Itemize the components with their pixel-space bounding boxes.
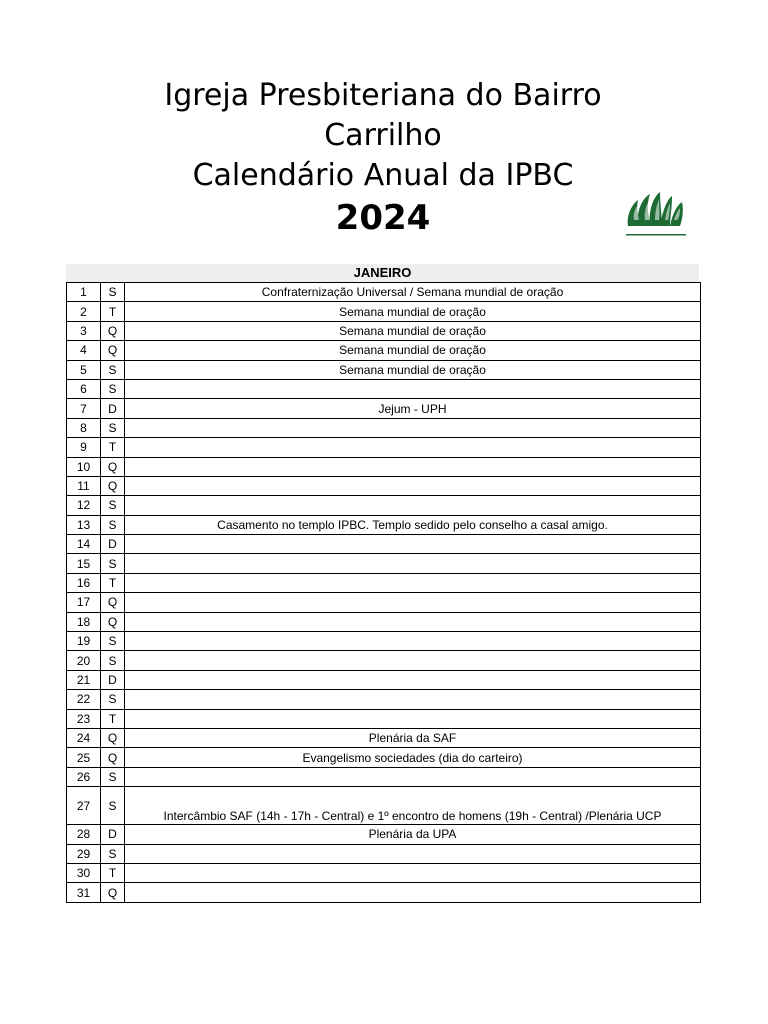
weekday-cell: Q <box>101 341 125 360</box>
event-cell <box>125 418 701 437</box>
month-header: JANEIRO <box>66 264 699 282</box>
table-row <box>67 612 701 631</box>
day-cell: 20 <box>67 651 101 670</box>
weekday-cell: S <box>101 379 125 398</box>
weekday-cell: S <box>101 690 125 709</box>
event-cell <box>125 767 701 786</box>
calendar-body <box>67 283 701 903</box>
day-cell: 26 <box>67 767 101 786</box>
event-cell <box>125 612 701 631</box>
weekday-cell: Q <box>101 476 125 495</box>
day-cell: 13 <box>67 515 101 534</box>
event-cell <box>125 632 701 651</box>
table-row <box>67 554 701 573</box>
day-cell: 14 <box>67 535 101 554</box>
weekday-cell: S <box>101 418 125 437</box>
day-cell: 29 <box>67 844 101 863</box>
day-cell: 7 <box>67 399 101 418</box>
table-row <box>67 863 701 882</box>
day-cell: 19 <box>67 632 101 651</box>
event-cell <box>125 554 701 573</box>
event-cell: Semana mundial de oração <box>125 341 701 360</box>
weekday-cell: S <box>101 515 125 534</box>
weekday-cell: Q <box>101 728 125 747</box>
weekday-cell: T <box>101 302 125 321</box>
weekday-cell: S <box>101 360 125 379</box>
table-row <box>67 728 701 747</box>
day-cell: 5 <box>67 360 101 379</box>
event-cell: Jejum - UPH <box>125 399 701 418</box>
table-row <box>67 573 701 592</box>
event-cell <box>125 651 701 670</box>
event-cell: Semana mundial de oração <box>125 321 701 340</box>
table-row <box>67 593 701 612</box>
event-cell <box>125 496 701 515</box>
table-row <box>67 476 701 495</box>
table-row <box>67 515 701 534</box>
weekday-cell: Q <box>101 457 125 476</box>
church-name-line2: Carrilho <box>324 118 442 153</box>
table-row <box>67 379 701 398</box>
table-row <box>67 844 701 863</box>
weekday-cell: T <box>101 709 125 728</box>
event-cell: Casamento no templo IPBC. Templo sedido pelo conselho a casal amigo. <box>125 515 701 534</box>
day-cell: 23 <box>67 709 101 728</box>
table-row <box>67 496 701 515</box>
day-cell: 17 <box>67 593 101 612</box>
table-row <box>67 670 701 689</box>
table-row <box>67 360 701 379</box>
event-cell <box>125 883 701 902</box>
weekday-cell: S <box>101 844 125 863</box>
table-row <box>67 302 701 321</box>
event-cell <box>125 379 701 398</box>
table-row <box>67 321 701 340</box>
event-cell <box>125 593 701 612</box>
table-row <box>67 748 701 767</box>
day-cell: 25 <box>67 748 101 767</box>
weekday-cell: S <box>101 787 125 825</box>
day-cell: 2 <box>67 302 101 321</box>
weekday-cell: Q <box>101 593 125 612</box>
event-cell: Confraternização Universal / Semana mundial de oração <box>125 283 701 302</box>
weekday-cell: Q <box>101 748 125 767</box>
day-cell: 11 <box>67 476 101 495</box>
event-cell: Semana mundial de oração <box>125 360 701 379</box>
weekday-cell: D <box>101 399 125 418</box>
day-cell: 12 <box>67 496 101 515</box>
weekday-cell: Q <box>101 612 125 631</box>
event-cell <box>125 573 701 592</box>
table-row <box>67 535 701 554</box>
day-cell: 18 <box>67 612 101 631</box>
weekday-cell: S <box>101 651 125 670</box>
church-name-line1: Igreja Presbiteriana do Bairro <box>164 78 602 113</box>
event-cell <box>125 457 701 476</box>
weekday-cell: T <box>101 573 125 592</box>
weekday-cell: S <box>101 632 125 651</box>
table-row <box>67 690 701 709</box>
table-row <box>67 399 701 418</box>
day-cell: 8 <box>67 418 101 437</box>
event-cell: Plenária da SAF <box>125 728 701 747</box>
event-cell <box>125 690 701 709</box>
weekday-cell: S <box>101 283 125 302</box>
table-row <box>67 438 701 457</box>
event-cell <box>125 844 701 863</box>
event-cell <box>125 438 701 457</box>
weekday-cell: D <box>101 535 125 554</box>
event-cell <box>125 863 701 882</box>
weekday-cell: S <box>101 554 125 573</box>
day-cell: 24 <box>67 728 101 747</box>
table-row <box>67 632 701 651</box>
table-row <box>67 418 701 437</box>
event-cell: Intercâmbio SAF (14h - 17h - Central) e 1º encontro de homens (19h - Central) /Plenária UCP <box>125 787 701 825</box>
table-row <box>67 787 701 825</box>
event-cell <box>125 476 701 495</box>
event-cell <box>125 535 701 554</box>
weekday-cell: D <box>101 670 125 689</box>
weekday-cell: Q <box>101 321 125 340</box>
event-cell: Plenária da UPA <box>125 825 701 844</box>
day-cell: 15 <box>67 554 101 573</box>
day-cell: 28 <box>67 825 101 844</box>
calendar-table <box>66 282 701 903</box>
day-cell: 30 <box>67 863 101 882</box>
table-row <box>67 767 701 786</box>
calendar-year: 2024 <box>335 198 431 238</box>
day-cell: 21 <box>67 670 101 689</box>
weekday-cell: T <box>101 863 125 882</box>
day-cell: 22 <box>67 690 101 709</box>
day-cell: 9 <box>67 438 101 457</box>
day-cell: 3 <box>67 321 101 340</box>
table-row <box>67 341 701 360</box>
weekday-cell: D <box>101 825 125 844</box>
table-row <box>67 457 701 476</box>
weekday-cell: S <box>101 767 125 786</box>
event-cell: Evangelismo sociedades (dia do carteiro) <box>125 748 701 767</box>
weekday-cell: S <box>101 496 125 515</box>
table-row <box>67 283 701 302</box>
weekday-cell: T <box>101 438 125 457</box>
table-row <box>67 825 701 844</box>
event-cell <box>125 670 701 689</box>
day-cell: 16 <box>67 573 101 592</box>
day-cell: 27 <box>67 787 101 825</box>
day-cell: 1 <box>67 283 101 302</box>
table-row <box>67 709 701 728</box>
calendar-title: Calendário Anual da IPBC <box>192 158 574 193</box>
tree-logo-icon <box>624 190 688 240</box>
day-cell: 31 <box>67 883 101 902</box>
day-cell: 4 <box>67 341 101 360</box>
day-cell: 10 <box>67 457 101 476</box>
event-cell: Semana mundial de oração <box>125 302 701 321</box>
day-cell: 6 <box>67 379 101 398</box>
weekday-cell: Q <box>101 883 125 902</box>
table-row <box>67 883 701 902</box>
table-row <box>67 651 701 670</box>
event-cell <box>125 709 701 728</box>
